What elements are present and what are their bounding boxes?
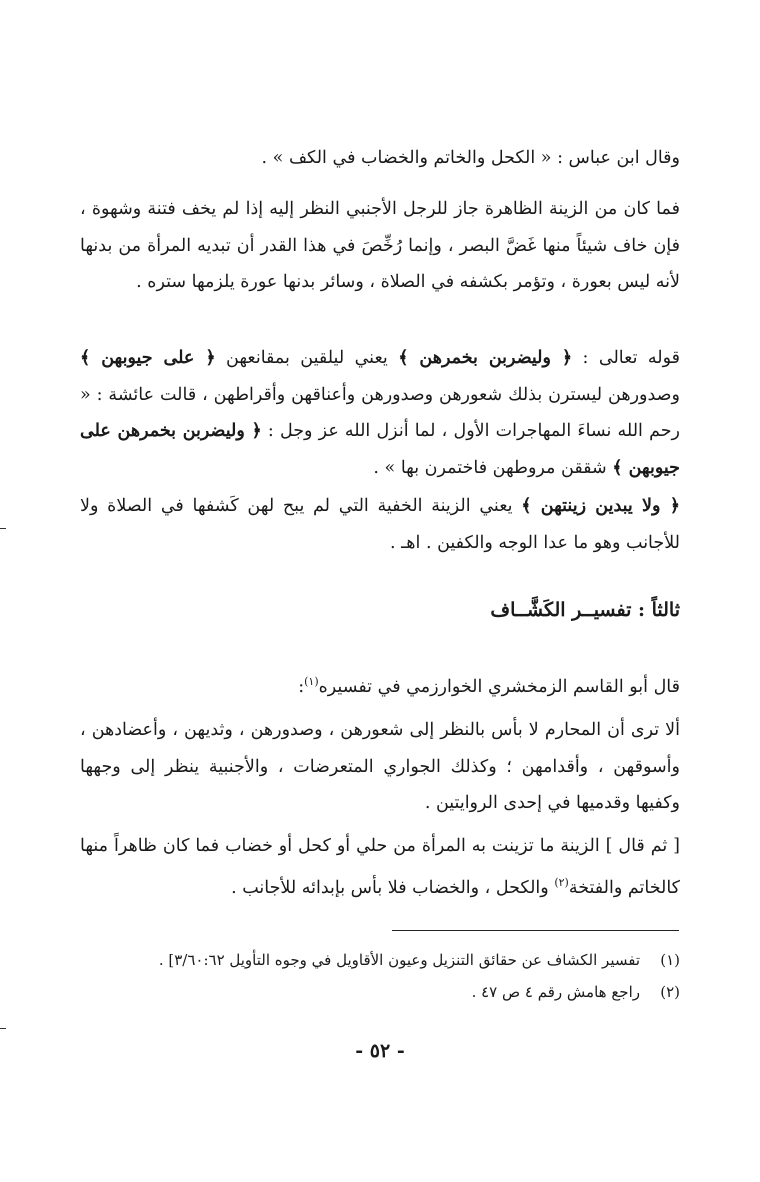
page-number: - ٥٢ -	[355, 1040, 405, 1062]
paragraph-adornment-definition	[80, 828, 680, 906]
paragraph-text: :	[298, 676, 305, 697]
footnote-2	[80, 976, 680, 1008]
footnote-number: (١)	[660, 951, 680, 969]
paragraph-text: فما كان من الزينة الظاهرة جاز للرجل الأجنبي النظر إليه إذا لم يخف فتنة وشهوة ، فإن خاف شيئاً منها غَضَّ البصر ، وإنما رُخِّصَ في هذا القدر أن تبديه المرأة من بدنها لأنه ليس بعورة ، وتؤمر بكشفه في الصلاة ، وسائر بدنها عورة يلزمها ستره .	[80, 199, 680, 292]
footnote-1	[80, 944, 680, 976]
paragraph-ibn-abbas	[80, 140, 680, 177]
paragraph-text: قال أبو القاسم الزمخشري الخوارزمي في تفسيره	[318, 676, 680, 697]
quran-quote: ﴿ ولا يبدين زينتهن ﴾	[521, 496, 680, 516]
paragraph-text: قوله تعالى :	[572, 348, 680, 368]
footnote-text: تفسير الكشاف عن حقائق التنزيل وعيون الأقاويل في وجوه التأويل ٣/٦٠:٦٢] .	[158, 951, 640, 969]
paragraph-khumur-verse	[80, 340, 680, 486]
scan-edge-mark	[0, 528, 6, 529]
paragraph-text: [ ثم قال ] الزينة ما تزينت به المرأة من حلي أو كحل أو خضاب فما كان ظاهراً منها كالخاتم والفتخة	[80, 836, 680, 898]
paragraph-text: وصدورهن ليسترن بذلك شعورهن وصدورهن وأعناقهن وأقراطهن ، قالت عائشة : « رحم الله نساءَ المهاجرات الأول ، لما أنزل الله عز وجل :	[80, 384, 681, 441]
paragraph-text: وقال ابن عباس : « الكحل والخاتم والخضاب في الكف » .	[261, 148, 680, 168]
paragraph-text: يعني الزينة الخفية التي لم يبح لهن كَشفها في الصلاة ولا للأجانب وهو ما عدا الوجه والكفين . اهـ .	[80, 496, 680, 553]
scan-edge-mark	[0, 1028, 6, 1029]
paragraph-text: يعني ليلقين بمقانعهن	[215, 348, 399, 368]
section-heading: ثالثاً : تفسيــر الكَشَّــاف	[490, 599, 680, 621]
footnote-text: راجع هامش رقم ٤ ص ٤٧ .	[471, 983, 640, 1001]
footnote-ref: (٢)	[554, 875, 569, 889]
paragraph-zamakhshari-intro	[80, 664, 680, 705]
quran-quote: ﴿ على جيوبهن ﴾	[80, 348, 216, 368]
footnote-number: (٢)	[660, 983, 680, 1001]
footnote-ref: (١)	[304, 675, 319, 688]
footnote-divider	[392, 930, 679, 931]
paragraph-hidden-adornment	[80, 488, 680, 561]
quran-quote: ﴿ وليضربن بخمرهن ﴾	[398, 348, 573, 368]
paragraph-apparent-adornment	[80, 191, 680, 301]
footnotes	[80, 944, 680, 1008]
paragraph-text: والكحل ، والخضاب فلا بأس بإبدائه للأجانب .	[231, 877, 555, 898]
paragraph-mahram-view	[80, 712, 680, 822]
quran-quote: ﴿ وليضربن بخمرهن على جيوبهن ﴾	[80, 421, 680, 478]
paragraph-text: شققن مروطهن فاختمرن بها » .	[373, 457, 613, 478]
paragraph-text: ألا ترى أن المحارم لا بأس بالنظر إلى شعورهن ، وصدورهن ، وثديهن ، وأعضادهن ، وأسوقهن ، وأقدامهن ؛ وكذلك الجواري المتعرضات ، والأجنبية ينظر إلى وجهها وكفيها وقدميها في إحدى الروايتين .	[80, 720, 680, 813]
